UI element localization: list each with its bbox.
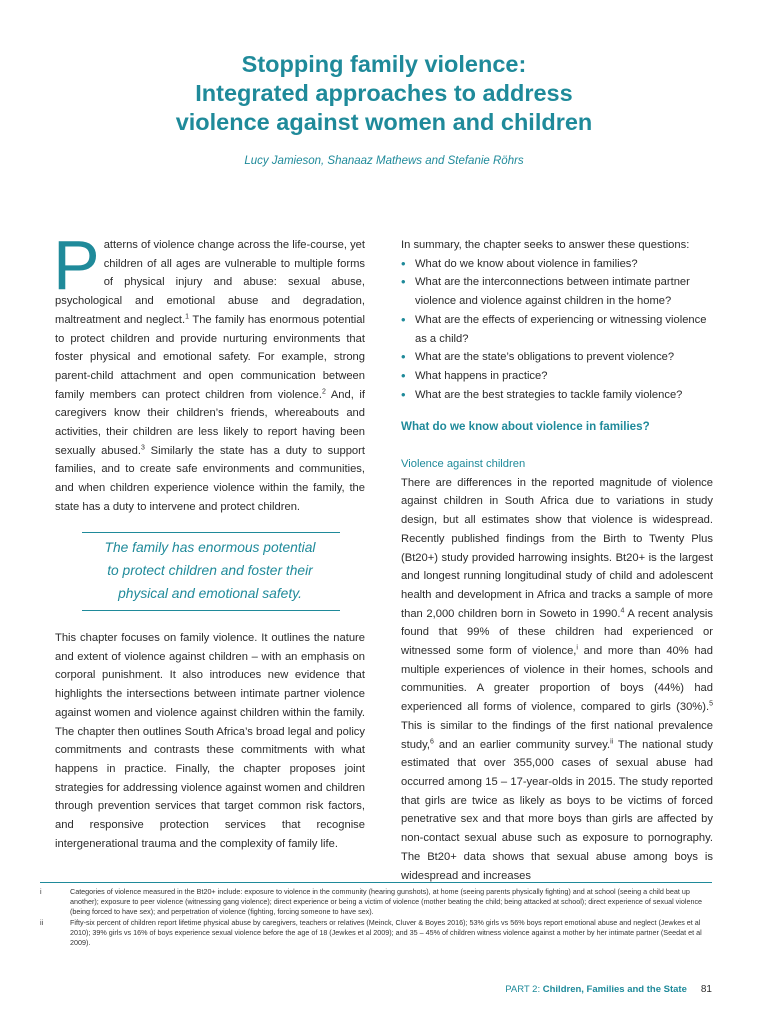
subsection-heading: Violence against children xyxy=(401,458,526,471)
page-footer xyxy=(505,984,712,995)
endnote-ref-3: 3 xyxy=(140,444,145,451)
title-line-3: violence against women and children xyxy=(175,109,593,135)
endnote-ref-2: 2 xyxy=(322,387,326,395)
body-text-b: A recent analysis found that 99% of these children had experienced or witnessed some form of violence, xyxy=(401,607,713,658)
footnote xyxy=(40,918,712,949)
focus-paragraph: This chapter focuses on family violence. It outlines the nature and extent of violence against children – with an emphasis on corporal punishment. It also introduces new evidence that highlights the intersections between intimate partner violence against women and violence against children within the family. The chapter then outlines South Africa’s broad legal and policy commitments and contrasts these commitments with what happens in practice. Finally, the chapter proposes joint strategies for addressing violence against women and children through prevention services that target common risk factors, and responsive protection services that recognise intergenerational trauma and the complexity of family life. xyxy=(55,632,365,850)
right-column xyxy=(401,236,713,885)
list-item: • What are the effects of experiencing or witnessing violence as a child? xyxy=(401,311,713,348)
chapter-title xyxy=(0,50,768,137)
summary-intro: In summary, the chapter seeks to answer these questions: xyxy=(401,239,690,251)
intro-text-c: And, if caregivers know their children’s friends, whereabouts and activities, their children are less likely to report having been sexually abused. xyxy=(55,388,365,457)
authors: Lucy Jamieson, Shanaaz Mathews and Stefanie Röhrs xyxy=(244,155,524,167)
intro-paragraph xyxy=(53,226,365,517)
footnote-ref-ii: ii xyxy=(610,737,614,745)
footnote xyxy=(40,887,712,918)
footnote-number: ii xyxy=(40,917,44,927)
body-text-d: This is similar to the findings of the first national prevalence study, xyxy=(401,719,713,751)
page-number: 81 xyxy=(700,984,712,995)
question-list xyxy=(401,255,713,405)
drop-cap: P xyxy=(53,226,100,304)
title-line-2: Integrated approaches to address xyxy=(195,80,573,106)
intro-text-b: The family has enormous potential to protect children and provide nurturing environments that foster physical and emotional safety. For example, strong parent-child attachment and open communication between family members can protect children from violence. xyxy=(55,313,365,401)
footnote-divider xyxy=(40,882,712,883)
endnote-ref-6: 6 xyxy=(430,737,434,745)
footer-part: PART 2: xyxy=(505,984,543,995)
footnote-number: i xyxy=(40,887,42,896)
list-item: • What happens in practice? xyxy=(401,367,713,386)
footnote-text: Fifty-six percent of children report lifetime physical abuse by caregivers, teachers or relatives (Meinck, Cluver & Boyes 2016); 53% girls vs 56% boys report emotional abuse and neglect (Jewkes et al 2010); 39% girls vs 16% of boys experience sexual violence before the age of 18 (Jewkes et al 2009); and 35 – 45% of children witness violence against a mother by her intimate partner (Seedat et al 2009). xyxy=(70,917,702,948)
pull-quote xyxy=(55,536,365,605)
body-text-a: There are differences in the reported magnitude of violence against children in South Africa due to variations in study design, but all estimates show that violence is widespread. Recently published findings from the Birth to Twenty Plus (Bt20+) study provided harrowing insights. Bt20+ is the largest and longest running longitudinal study of child and adolescent health and development in Africa and tracks a sample of more than 2,000 children born in Soweto in 1990. xyxy=(401,476,713,620)
left-column xyxy=(53,226,365,850)
intro-text-a: atterns of violence change across the life-course, yet children of all ages are vulnerable to multiple forms of physical injury and abuse: sexual abuse, psychological and emotional abuse and degradation, maltreatment and neglect. xyxy=(55,239,365,326)
list-item: • What are the interconnections between intimate partner violence and violence against children in the home? xyxy=(401,273,713,310)
pull-quote-line-2: to protect children and foster their xyxy=(107,563,313,578)
endnote-ref-1: 1 xyxy=(185,313,190,321)
list-item: • What do we know about violence in families? xyxy=(401,255,713,274)
footer-section: Children, Families and the State xyxy=(542,984,687,995)
pull-quote-line-3: physical and emotional safety. xyxy=(118,586,302,601)
pull-quote-rule-bottom xyxy=(82,610,340,611)
footnote-text: Categories of violence measured in the Bt20+ include: exposure to violence in the community (hearing gunshots), at home (seeing parents physically fighting) and at school (seeing a child beat up another); exposure to peer violence (witnessing gang violence); direct experience or being a victim of violence (mother beating the child; being attacked at school); direct experience of sexual violence (being forced to have sex); and perpetration of violence (fighting, forcing someone to have sex). xyxy=(70,887,703,917)
footnote-ref-i: i xyxy=(576,644,578,652)
list-item: • What are the state’s obligations to prevent violence? xyxy=(401,348,713,367)
violence-against-children-paragraph xyxy=(401,474,713,885)
list-item: • What are the best strategies to tackle family violence? xyxy=(401,386,713,405)
endnote-ref-4: 4 xyxy=(620,606,625,614)
pull-quote-line-1: The family has enormous potential xyxy=(104,540,316,555)
pull-quote-rule-top xyxy=(82,532,340,533)
title-line-1: Stopping family violence: xyxy=(241,51,527,77)
section-heading: What do we know about violence in families? xyxy=(401,420,650,434)
body-text-e: and an earlier community survey. xyxy=(433,738,611,751)
endnote-ref-5: 5 xyxy=(709,700,713,708)
footnotes xyxy=(40,887,712,948)
pull-quote-block xyxy=(55,532,365,612)
body-text-f: The national study estimated that over 355,000 cases of sexual abuse had occurred among 15 – 17-year-olds in 2015. The study reported that girls are twice as likely as boys to be victims of forced penetrative sex and that more boys than girls are affected by non-contact sexual abuse such as exposure to pornography. The Bt20+ data shows that sexual abuse among boys is widespread and increases xyxy=(401,738,713,882)
body-text-c: and more than 40% had multiple experiences of violence in their homes, schools and communities. A greater proportion of boys (44%) had experienced all forms of violence, compared to girls (30%). xyxy=(401,645,713,714)
intro-text-d: Similarly the state has a duty to support families, and to create safe environments and communities, and when children experience violence within the family, the state has a duty to intervene and protect children. xyxy=(55,444,365,513)
